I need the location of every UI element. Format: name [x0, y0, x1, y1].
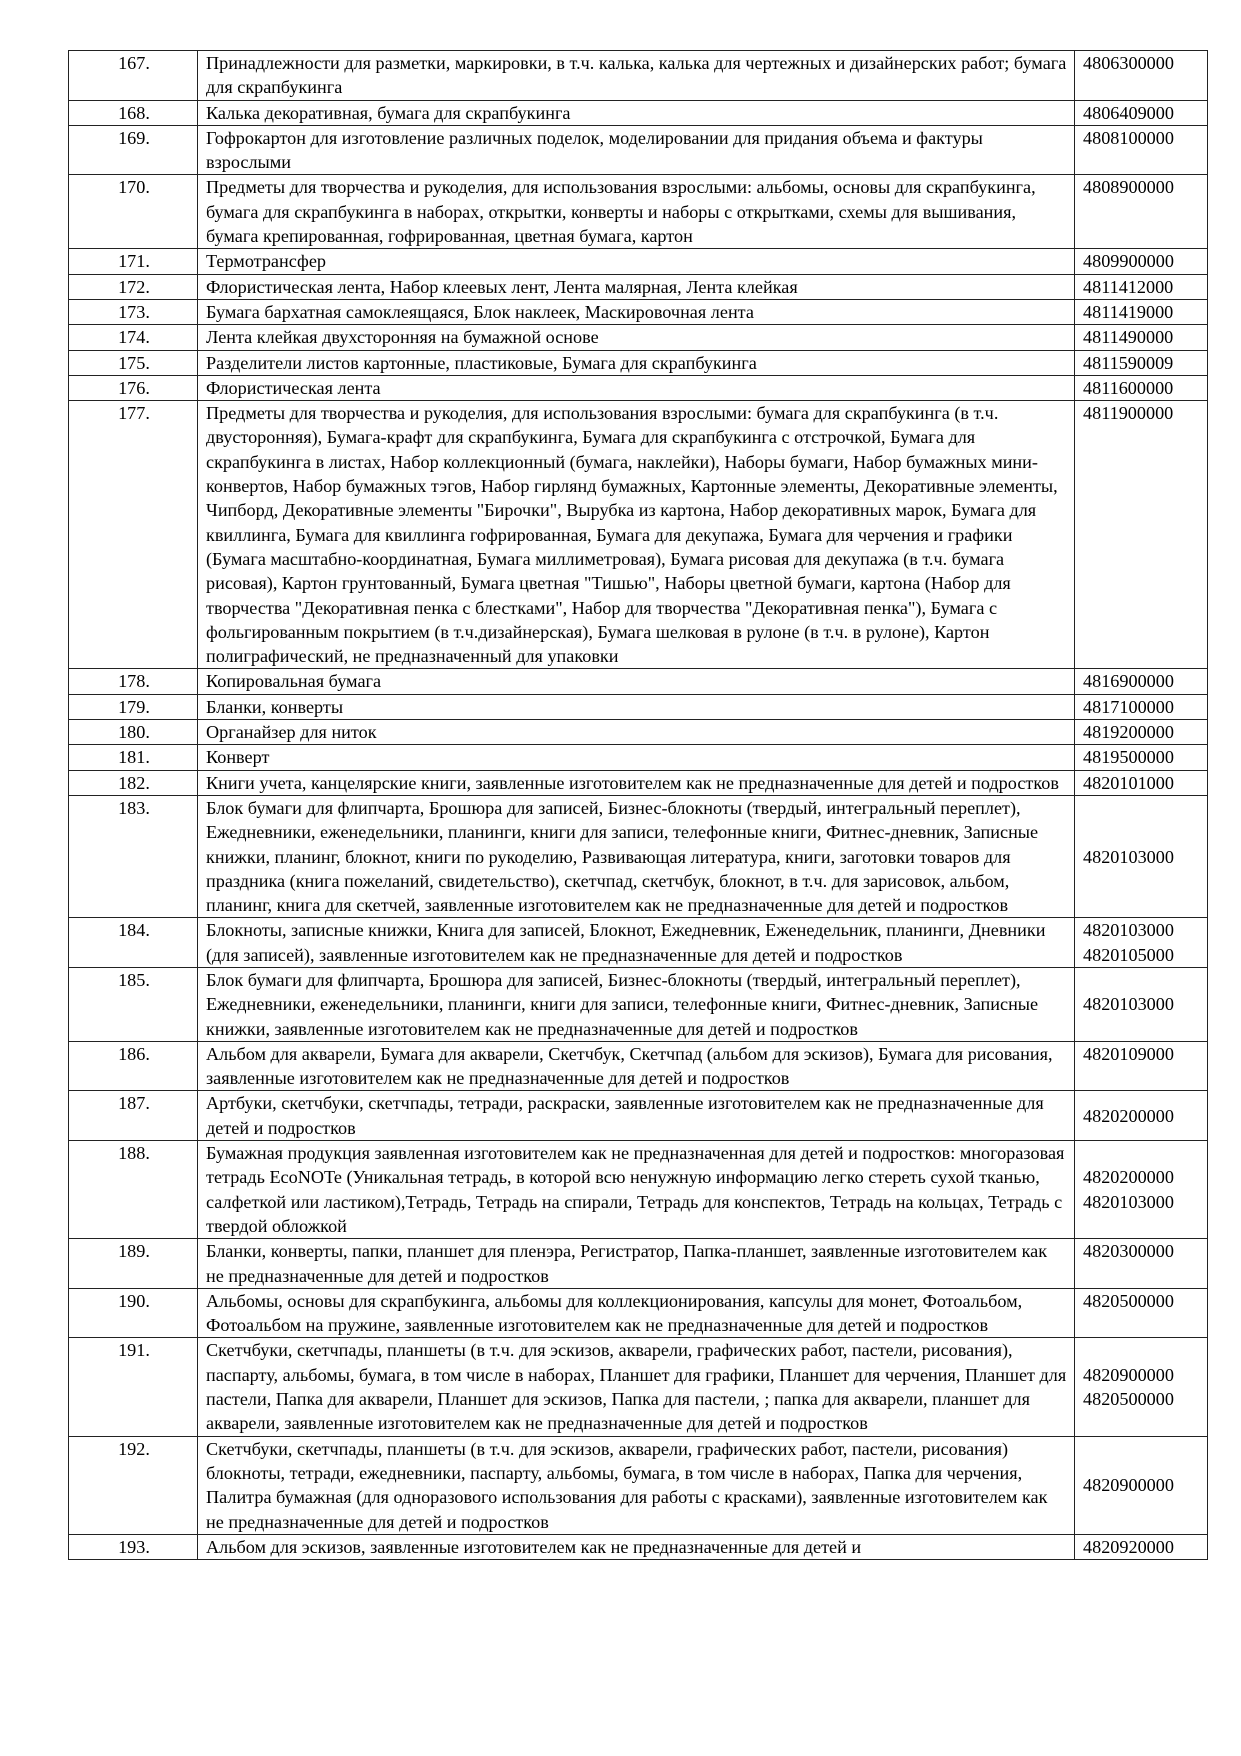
product-description: Скетчбуки, скетчпады, планшеты (в т.ч. для эскизов, акварели, графических работ, пастели, рисования), паспарту, альбомы, бумага, в том числе в наборах, Планшет для графики, Планшет для черчения, Планшет для пастели, Папка для акварели, Планшет для эскизов, Папка для пастели, ; папка для акварели, планшет для акварели, заявленные изготовителем как не предназначенные для детей и подростков — [198, 1338, 1075, 1436]
row-number: 173. — [69, 299, 198, 324]
table-row — [69, 299, 1208, 324]
tn-ved-code-cell — [1075, 694, 1208, 719]
tn-ved-code: 4820101000 — [1083, 772, 1174, 793]
tn-ved-code: 4808900000 — [1083, 177, 1174, 198]
row-number: 170. — [69, 175, 198, 249]
tn-ved-code: 4817100000 — [1083, 696, 1174, 717]
row-number: 191. — [69, 1338, 198, 1436]
tn-ved-code: 4820300000 — [1083, 1241, 1174, 1262]
product-description: Бумага бархатная самоклеящаяся, Блок наклеек, Маскировочная лента — [198, 299, 1075, 324]
product-description: Предметы для творчества и рукоделия, для использования взрослыми: альбомы, основы для скрапбукинга, бумага для скрапбукинга в наборах, открытки, конверты и наборы с открытками, схемы для вышивания, бумага крепированная, гофрированная, цветная бумага, картон — [198, 175, 1075, 249]
tn-ved-code-cell — [1075, 325, 1208, 350]
product-description: Альбом для акварели, Бумага для акварели, Скетчбук, Скетчпад (альбом для эскизов), Бумага для рисования, заявленные изготовителем как не предназначенные для детей и подростков — [198, 1041, 1075, 1091]
tn-ved-code: 4816900000 — [1083, 671, 1174, 692]
row-number: 181. — [69, 745, 198, 770]
tn-ved-code-cell — [1075, 249, 1208, 274]
product-description: Органайзер для ниток — [198, 720, 1075, 745]
tn-ved-code-cell — [1075, 1091, 1208, 1141]
product-description: Предметы для творчества и рукоделия, для использования взрослыми: бумага для скрапбукинга (в т.ч. двусторонняя), Бумага-крафт для скрапбукинга, Бумага для скрапбукинга с отстрочкой, Бумага для скрапбукинга в листах, Набор коллекционный (бумага, наклейки), Наборы бумаги, Набор бумажных мини-конвертов, Набор бумажных тэгов, Набор гирлянд бумажных, Картонные элементы, Декоративные элементы, Чипборд, Декоративные элементы "Бирочки", Вырубка из картона, Набор декоративных марок, Бумага для квиллинга, Бумага для квиллинга гофрированная, Бумага для декупажа, Бумага для черчения и графики (Бумага масштабно-координатная, Бумага миллиметровая), Бумага рисовая для декупажа (в т.ч. бумага рисовая), Картон грунтованный, Бумага цветная "Тишью", Наборы цветной бумаги, картона (Набор для творчества "Декоративная пенка с блестками", Набор для творчества "Декоративная пенка"), Бумага с фольгированным покрытием (в т.ч.дизайнерская), Бумага шелковая в рулоне (в т.ч. в рулоне), Картон полиграфический, не предназначенный для упаковки — [198, 401, 1075, 669]
product-description: Бланки, конверты — [198, 694, 1075, 719]
table-row — [69, 1091, 1208, 1141]
tn-ved-code: 4820200000 — [1083, 1105, 1174, 1126]
row-number: 188. — [69, 1141, 198, 1239]
tn-ved-code-cell — [1075, 375, 1208, 400]
tn-ved-code: 4806409000 — [1083, 102, 1174, 123]
product-description: Блок бумаги для флипчарта, Брошюра для записей, Бизнес-блокноты (твердый, интегральный переплет), Ежедневники, еженедельники, планинги, книги для записи, телефонные книги, Фитнес-дневник, Записные книжки, планинг, блокнот, книги по рукоделию, Развивающая литература, книги, заготовки товаров для праздника (книга пожеланий, свидетельство), скетчпад, скетчбук, блокнот, в т.ч. для зарисовок, альбом, планинг, книга для скетчей, заявленные изготовителем как не предназначенные для детей и подростков — [198, 795, 1075, 917]
product-description: Разделители листов картонные, пластиковые, Бумага для скрапбукинга — [198, 350, 1075, 375]
table-row — [69, 325, 1208, 350]
row-number: 193. — [69, 1534, 198, 1559]
table-row — [69, 795, 1208, 917]
table-row — [69, 274, 1208, 299]
product-description: Копировальная бумага — [198, 669, 1075, 694]
table-row — [69, 100, 1208, 125]
tn-ved-code-cell — [1075, 1141, 1208, 1239]
row-number: 167. — [69, 51, 198, 101]
product-description: Альбомы, основы для скрапбукинга, альбомы для коллекционирования, капсулы для монет, Фотоальбом, Фотоальбом на пружине, заявленные изготовителем как не предназначенные для детей и подростков — [198, 1288, 1075, 1338]
tn-ved-code-cell — [1075, 1288, 1208, 1338]
product-codes-table — [68, 50, 1208, 1560]
tn-ved-code: 4820900000 — [1083, 1475, 1174, 1496]
product-description: Бланки, конверты, папки, планшет для пленэра, Регистратор, Папка-планшет, заявленные изготовителем как не предназначенные для детей и подростков — [198, 1239, 1075, 1289]
row-number: 177. — [69, 401, 198, 669]
product-description: Принадлежности для разметки, маркировки, в т.ч. калька, калька для чертежных и дизайнерских работ; бумага для скрапбукинга — [198, 51, 1075, 101]
product-description: Артбуки, скетчбуки, скетчпады, тетради, раскраски, заявленные изготовителем как не предназначенные для детей и подростков — [198, 1091, 1075, 1141]
row-number: 168. — [69, 100, 198, 125]
tn-ved-code-cell — [1075, 745, 1208, 770]
table-row — [69, 720, 1208, 745]
table-row — [69, 745, 1208, 770]
tn-ved-code-cell — [1075, 175, 1208, 249]
tn-ved-code-cell — [1075, 967, 1208, 1041]
table-row — [69, 1436, 1208, 1534]
product-description: Скетчбуки, скетчпады, планшеты (в т.ч. для эскизов, акварели, графических работ, пастели, рисования) блокноты, тетради, ежедневники, паспарту, альбомы, бумага, в том числе в наборах, Папка для черчения, Палитра бумажная (для одноразового использования для работы с красками), заявленные изготовителем как не предназначенные для детей и подростков — [198, 1436, 1075, 1534]
tn-ved-code: 4820200000 — [1083, 1167, 1174, 1188]
row-number: 187. — [69, 1091, 198, 1141]
tn-ved-code-cell — [1075, 299, 1208, 324]
tn-ved-code: 4811419000 — [1083, 301, 1174, 322]
tn-ved-code: 4820103000 — [1083, 920, 1174, 941]
table-row — [69, 1288, 1208, 1338]
tn-ved-code: 4811900000 — [1083, 403, 1174, 424]
tn-ved-code-cell — [1075, 1338, 1208, 1436]
table-row — [69, 770, 1208, 795]
product-description: Альбом для эскизов, заявленные изготовителем как не предназначенные для детей и — [198, 1534, 1075, 1559]
table-row — [69, 249, 1208, 274]
table-row — [69, 125, 1208, 175]
tn-ved-code: 4819500000 — [1083, 747, 1174, 768]
tn-ved-code-cell — [1075, 1436, 1208, 1534]
product-description: Калька декоративная, бумага для скрапбукинга — [198, 100, 1075, 125]
product-description: Флористическая лента, Набор клеевых лент, Лента малярная, Лента клейкая — [198, 274, 1075, 299]
document-page — [68, 50, 1192, 1560]
tn-ved-code: 4820500000 — [1083, 1290, 1174, 1311]
product-description: Книги учета, канцелярские книги, заявленные изготовителем как не предназначенные для детей и подростков — [198, 770, 1075, 795]
table-body — [69, 51, 1208, 1560]
tn-ved-code-cell — [1075, 1534, 1208, 1559]
tn-ved-code: 4820103000 — [1083, 846, 1174, 867]
tn-ved-code-cell — [1075, 1239, 1208, 1289]
tn-ved-code: 4811412000 — [1083, 276, 1174, 297]
tn-ved-code-cell — [1075, 51, 1208, 101]
row-number: 171. — [69, 249, 198, 274]
table-row — [69, 401, 1208, 669]
row-number: 185. — [69, 967, 198, 1041]
product-description: Блокноты, записные книжки, Книга для записей, Блокнот, Ежедневник, Еженедельник, планинги, Дневники (для записей), заявленные изготовителем как не предназначенные для детей и подростков — [198, 918, 1075, 968]
tn-ved-code: 4809900000 — [1083, 251, 1174, 272]
tn-ved-code: 4820109000 — [1083, 1043, 1174, 1064]
table-row — [69, 175, 1208, 249]
table-row — [69, 350, 1208, 375]
row-number: 186. — [69, 1041, 198, 1091]
table-row — [69, 1338, 1208, 1436]
table-row — [69, 1534, 1208, 1559]
tn-ved-code-cell — [1075, 918, 1208, 968]
row-number: 172. — [69, 274, 198, 299]
tn-ved-code-cell — [1075, 350, 1208, 375]
tn-ved-code-cell — [1075, 795, 1208, 917]
tn-ved-code: 4820900000 — [1083, 1364, 1174, 1385]
product-description: Лента клейкая двухсторонняя на бумажной основе — [198, 325, 1075, 350]
table-row — [69, 375, 1208, 400]
tn-ved-code-cell — [1075, 1041, 1208, 1091]
row-number: 192. — [69, 1436, 198, 1534]
product-description: Бумажная продукция заявленная изготовителем как не предназначенная для детей и подростков: многоразовая тетрадь EcoNOTe (Уникальная тетрадь, в которой всю ненужную информацию легко стереть сухой тканью, салфеткой или ластиком),Тетрадь, Тетрадь на спирали, Тетрадь для конспектов, Тетрадь на кольцах, Тетрадь с твердой обложкой — [198, 1141, 1075, 1239]
tn-ved-code: 4806300000 — [1083, 53, 1174, 73]
row-number: 184. — [69, 918, 198, 968]
tn-ved-code-cell — [1075, 100, 1208, 125]
product-description: Гофрокартон для изготовление различных поделок, моделировании для придания объема и фактуры взрослыми — [198, 125, 1075, 175]
row-number: 179. — [69, 694, 198, 719]
tn-ved-code: 4808100000 — [1083, 127, 1174, 148]
tn-ved-code-cell — [1075, 720, 1208, 745]
tn-ved-code-cell — [1075, 770, 1208, 795]
tn-ved-code-cell — [1075, 401, 1208, 669]
tn-ved-code: 4820103000 — [1083, 1191, 1174, 1212]
table-row — [69, 967, 1208, 1041]
tn-ved-code-cell — [1075, 125, 1208, 175]
tn-ved-code: 4820500000 — [1083, 1389, 1174, 1410]
product-description: Конверт — [198, 745, 1075, 770]
tn-ved-code: 4820920000 — [1083, 1536, 1174, 1557]
product-description: Флористическая лента — [198, 375, 1075, 400]
table-row — [69, 1239, 1208, 1289]
product-description: Блок бумаги для флипчарта, Брошюра для записей, Бизнес-блокноты (твердый, интегральный переплет), Ежедневники, еженедельники, планинги, книги для записи, телефонные книги, Фитнес-дневник, Записные книжки, заявленные изготовителем как не предназначенные для детей и подростков — [198, 967, 1075, 1041]
tn-ved-code-cell — [1075, 669, 1208, 694]
row-number: 174. — [69, 325, 198, 350]
row-number: 190. — [69, 1288, 198, 1338]
table-row — [69, 669, 1208, 694]
tn-ved-code: 4820105000 — [1083, 944, 1174, 965]
tn-ved-code: 4811590009 — [1083, 352, 1174, 373]
row-number: 183. — [69, 795, 198, 917]
tn-ved-code: 4811490000 — [1083, 327, 1174, 348]
row-number: 180. — [69, 720, 198, 745]
row-number: 169. — [69, 125, 198, 175]
tn-ved-code: 4820103000 — [1083, 994, 1174, 1015]
tn-ved-code: 4811600000 — [1083, 377, 1174, 398]
row-number: 189. — [69, 1239, 198, 1289]
tn-ved-code: 4819200000 — [1083, 722, 1174, 743]
product-description: Термотрансфер — [198, 249, 1075, 274]
row-number: 176. — [69, 375, 198, 400]
row-number: 178. — [69, 669, 198, 694]
table-row — [69, 694, 1208, 719]
row-number: 182. — [69, 770, 198, 795]
table-row — [69, 1041, 1208, 1091]
tn-ved-code-cell — [1075, 274, 1208, 299]
table-row — [69, 51, 1208, 101]
table-row — [69, 918, 1208, 968]
table-row — [69, 1141, 1208, 1239]
row-number: 175. — [69, 350, 198, 375]
